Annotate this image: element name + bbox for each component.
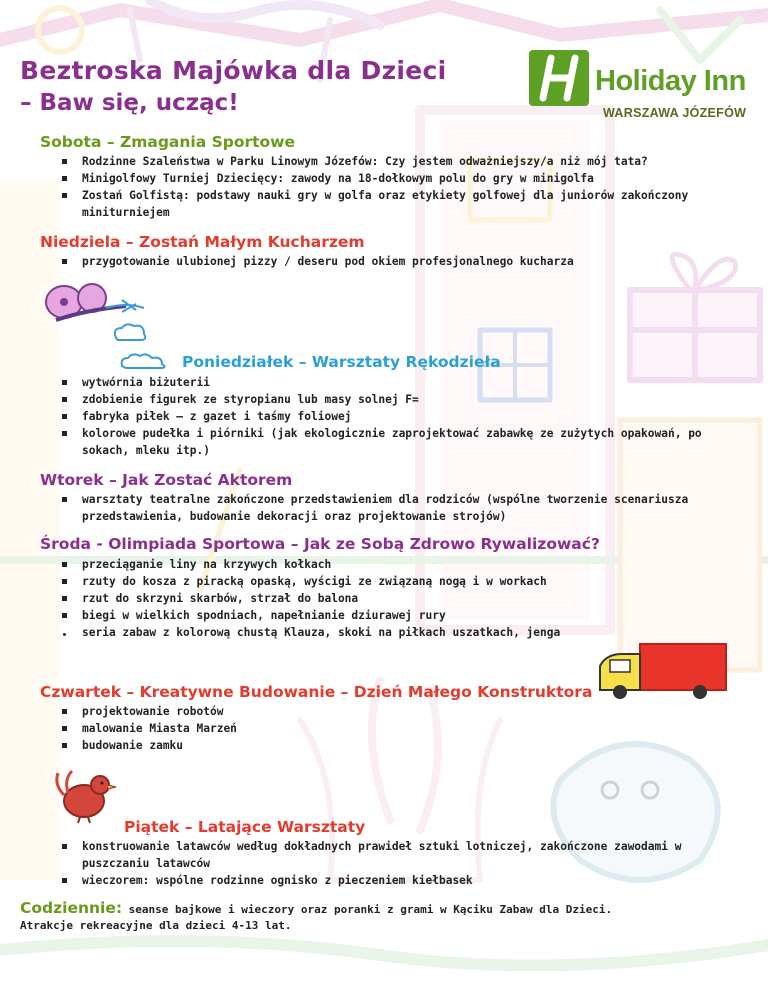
cloud-drawing	[118, 352, 176, 370]
truck-drawing	[596, 640, 730, 702]
list-item: rzuty do kosza z piracką opaską, wyścigi ze związaną nogą i w workach	[60, 573, 720, 590]
heading-wednesday: Środa - Olimpiada Sportowa – Jak ze Sobą Zdrowo Rywalizować?	[40, 535, 600, 553]
list-item: Zostań Golfistą: podstawy nauki gry w golfa oraz etykiety golfowej dla juniorów zakończony miniturniejem	[60, 187, 730, 221]
heading-thursday: Czwartek – Kreatywne Budowanie – Dzień Małego Konstruktora	[40, 683, 593, 701]
page-title: Beztroska Majówka dla Dzieci	[20, 56, 447, 85]
list-item: przygotowanie ulubionej pizzy / deseru pod okiem profesjonalnego kucharza	[60, 253, 730, 270]
list-item: kolorowe pudełka i piórniki (jak ekologicznie zaprojektować zabawkę ze zużytych opakowań, po sokach, mleku itp.)	[60, 425, 720, 459]
bird-drawing	[50, 765, 118, 825]
daily-text: seanse bajkowe i wieczory oraz poranki z grami w Kąciku Zabaw dla Dzieci.	[122, 903, 613, 916]
list-friday	[60, 838, 730, 889]
list-item: seria zabaw z kolorową chustą Klauza, skoki na piłkach uszatkach, jenga	[60, 624, 720, 641]
page-subtitle: – Baw się, ucząc!	[20, 90, 239, 116]
list-thursday	[60, 703, 560, 754]
logo-location: WARSZAWA JÓZEFÓW	[603, 106, 747, 120]
heading-monday: Poniedziałek – Warsztaty Rękodzieła	[182, 353, 501, 371]
list-item: fabryka piłek – z gazet i taśmy foliowej	[60, 408, 720, 425]
cloud-drawing	[110, 320, 150, 344]
age-note: Atrakcje rekreacyjne dla dzieci 4-13 lat.	[20, 919, 292, 932]
list-monday	[60, 374, 720, 459]
heading-tuesday: Wtorek – Jak Zostać Aktorem	[40, 471, 293, 489]
list-item: biegi w wielkich spodniach, napełnianie dziurawej rury	[60, 607, 720, 624]
list-wednesday	[60, 556, 720, 641]
heading-sunday: Niedziela – Zostań Małym Kucharzem	[40, 233, 365, 251]
list-item: Rodzinne Szaleństwa w Parku Linowym Józefów: Czy jestem odważniejszy/a niż mój tata?	[60, 153, 730, 170]
daily-label: Codziennie:	[20, 899, 123, 917]
holiday-inn-h-icon	[529, 50, 768, 110]
list-saturday	[60, 153, 730, 221]
svg-text:Holiday Inn: Holiday Inn	[595, 65, 746, 97]
heading-saturday: Sobota – Zmagania Sportowe	[40, 133, 296, 151]
list-item: przeciąganie liny na krzywych kołkach	[60, 556, 720, 573]
list-item: malowanie Miasta Marzeń	[60, 720, 560, 737]
list-item: konstruowanie latawców według dokładnych prawideł sztuki lotniczej, zakończone zawodami w puszczaniu latawców	[60, 838, 730, 872]
list-item: wieczorem: wspólne rodzinne ognisko z pieczeniem kiełbasek	[60, 872, 730, 889]
daily-note	[20, 899, 612, 917]
list-item: Minigolfowy Turniej Dziecięcy: zawody na 18-dołkowym polu do gry w minigolfa	[60, 170, 730, 187]
list-tuesday	[60, 491, 720, 525]
heading-friday: Piątek – Latające Warsztaty	[124, 818, 366, 836]
list-item: wytwórnia biżuterii	[60, 374, 720, 391]
list-sunday	[60, 253, 730, 270]
list-item: rzut do skrzyni skarbów, strzał do balona	[60, 590, 720, 607]
list-item: projektowanie robotów	[60, 703, 560, 720]
list-item: budowanie zamku	[60, 737, 560, 754]
list-item: zdobienie figurek ze styropianu lub masy solnej F=	[60, 391, 720, 408]
list-item: warsztaty teatralne zakończone przedstawieniem dla rodziców (wspólne tworzenie scenariusza przedstawienia, budowanie dekoracji oraz projektowanie strojów)	[60, 491, 720, 525]
